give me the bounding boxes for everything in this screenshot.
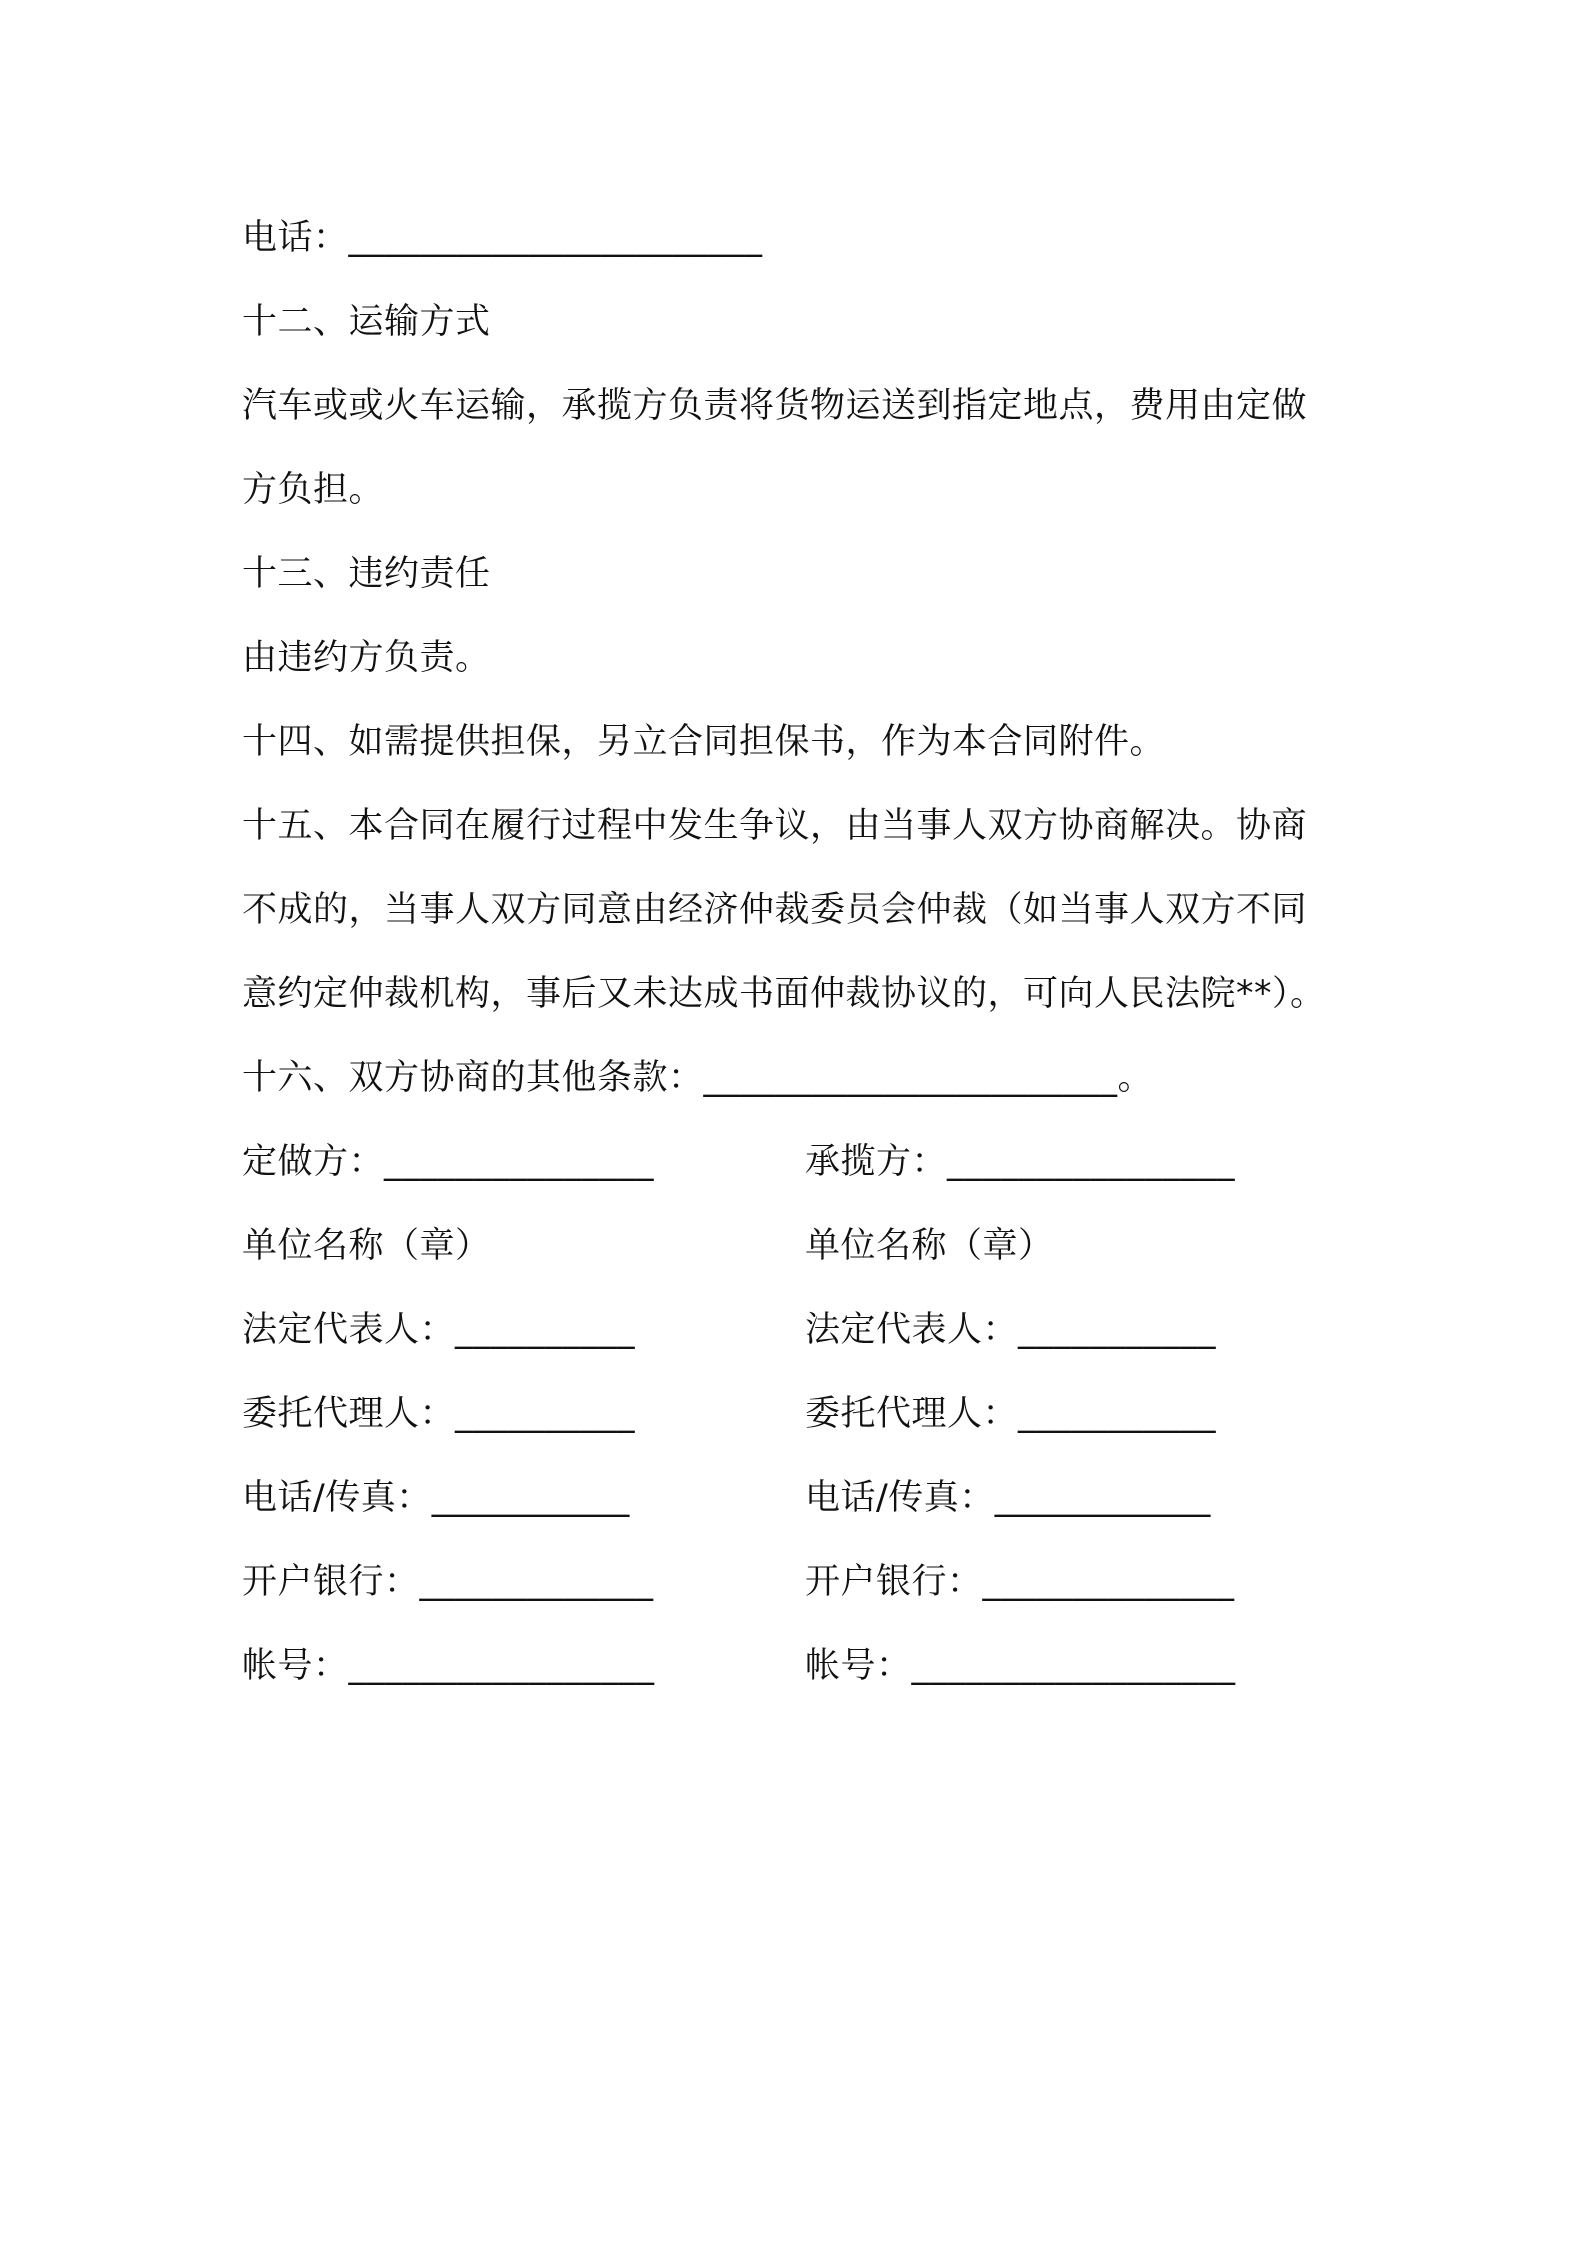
contractor-agent-field: 委托代理人：___________ — [805, 1394, 1217, 1434]
orderer-bank-field: 开户银行：_____________ — [242, 1562, 654, 1602]
section-14-text: 十四、如需提供担保，另立合同担保书，作为本合同附件。 — [242, 722, 1166, 762]
section-15-text-line-3: 意约定仲裁机构，事后又未达成书面仲裁协议的，可向人民法院**）。 — [242, 974, 1326, 1014]
contractor-party-field: 承揽方：________________ — [805, 1142, 1236, 1182]
section-12-text-line-1: 汽车或或火车运输，承揽方负责将货物运送到指定地点，费用由定做 — [242, 386, 1308, 426]
orderer-party-field: 定做方：_______________ — [242, 1142, 655, 1182]
phone-line: 电话：_______________________ — [242, 218, 763, 258]
section-13-text: 由违约方负责。 — [242, 638, 491, 678]
signature-row-account — [242, 1624, 1372, 1708]
contract-body — [242, 196, 1372, 1708]
contractor-unit-name: 单位名称（章） — [805, 1226, 1054, 1266]
contractor-legal-rep-field: 法定代表人：___________ — [805, 1310, 1217, 1350]
section-13-heading: 十三、违约责任 — [242, 554, 491, 594]
section-15-text-line-1: 十五、本合同在履行过程中发生争议，由当事人双方协商解决。协商 — [242, 806, 1308, 846]
section-12-heading: 十二、运输方式 — [242, 302, 491, 342]
signature-row-party — [242, 1120, 1372, 1204]
signature-row-legal-rep — [242, 1288, 1372, 1372]
signature-row-bank — [242, 1540, 1372, 1624]
orderer-legal-rep-field: 法定代表人：__________ — [242, 1310, 636, 1350]
contractor-account-field: 帐号：__________________ — [805, 1646, 1236, 1686]
orderer-phone-fax-field: 电话/传真：___________ — [242, 1478, 630, 1518]
orderer-agent-field: 委托代理人：__________ — [242, 1394, 636, 1434]
signature-row-unit-name — [242, 1204, 1372, 1288]
contractor-bank-field: 开户银行：______________ — [805, 1562, 1235, 1602]
section-15-text-line-2: 不成的，当事人双方同意由经济仲裁委员会仲裁（如当事人双方不同 — [242, 890, 1308, 930]
section-16-text: 十六、双方协商的其他条款：_______________________。 — [242, 1058, 1154, 1098]
orderer-account-field: 帐号：_________________ — [242, 1646, 655, 1686]
signature-row-agent — [242, 1372, 1372, 1456]
contractor-phone-fax-field: 电话/传真：____________ — [805, 1478, 1211, 1518]
orderer-unit-name: 单位名称（章） — [242, 1226, 491, 1266]
section-12-text-line-2: 方负担。 — [242, 470, 385, 510]
signature-row-phone-fax — [242, 1456, 1372, 1540]
